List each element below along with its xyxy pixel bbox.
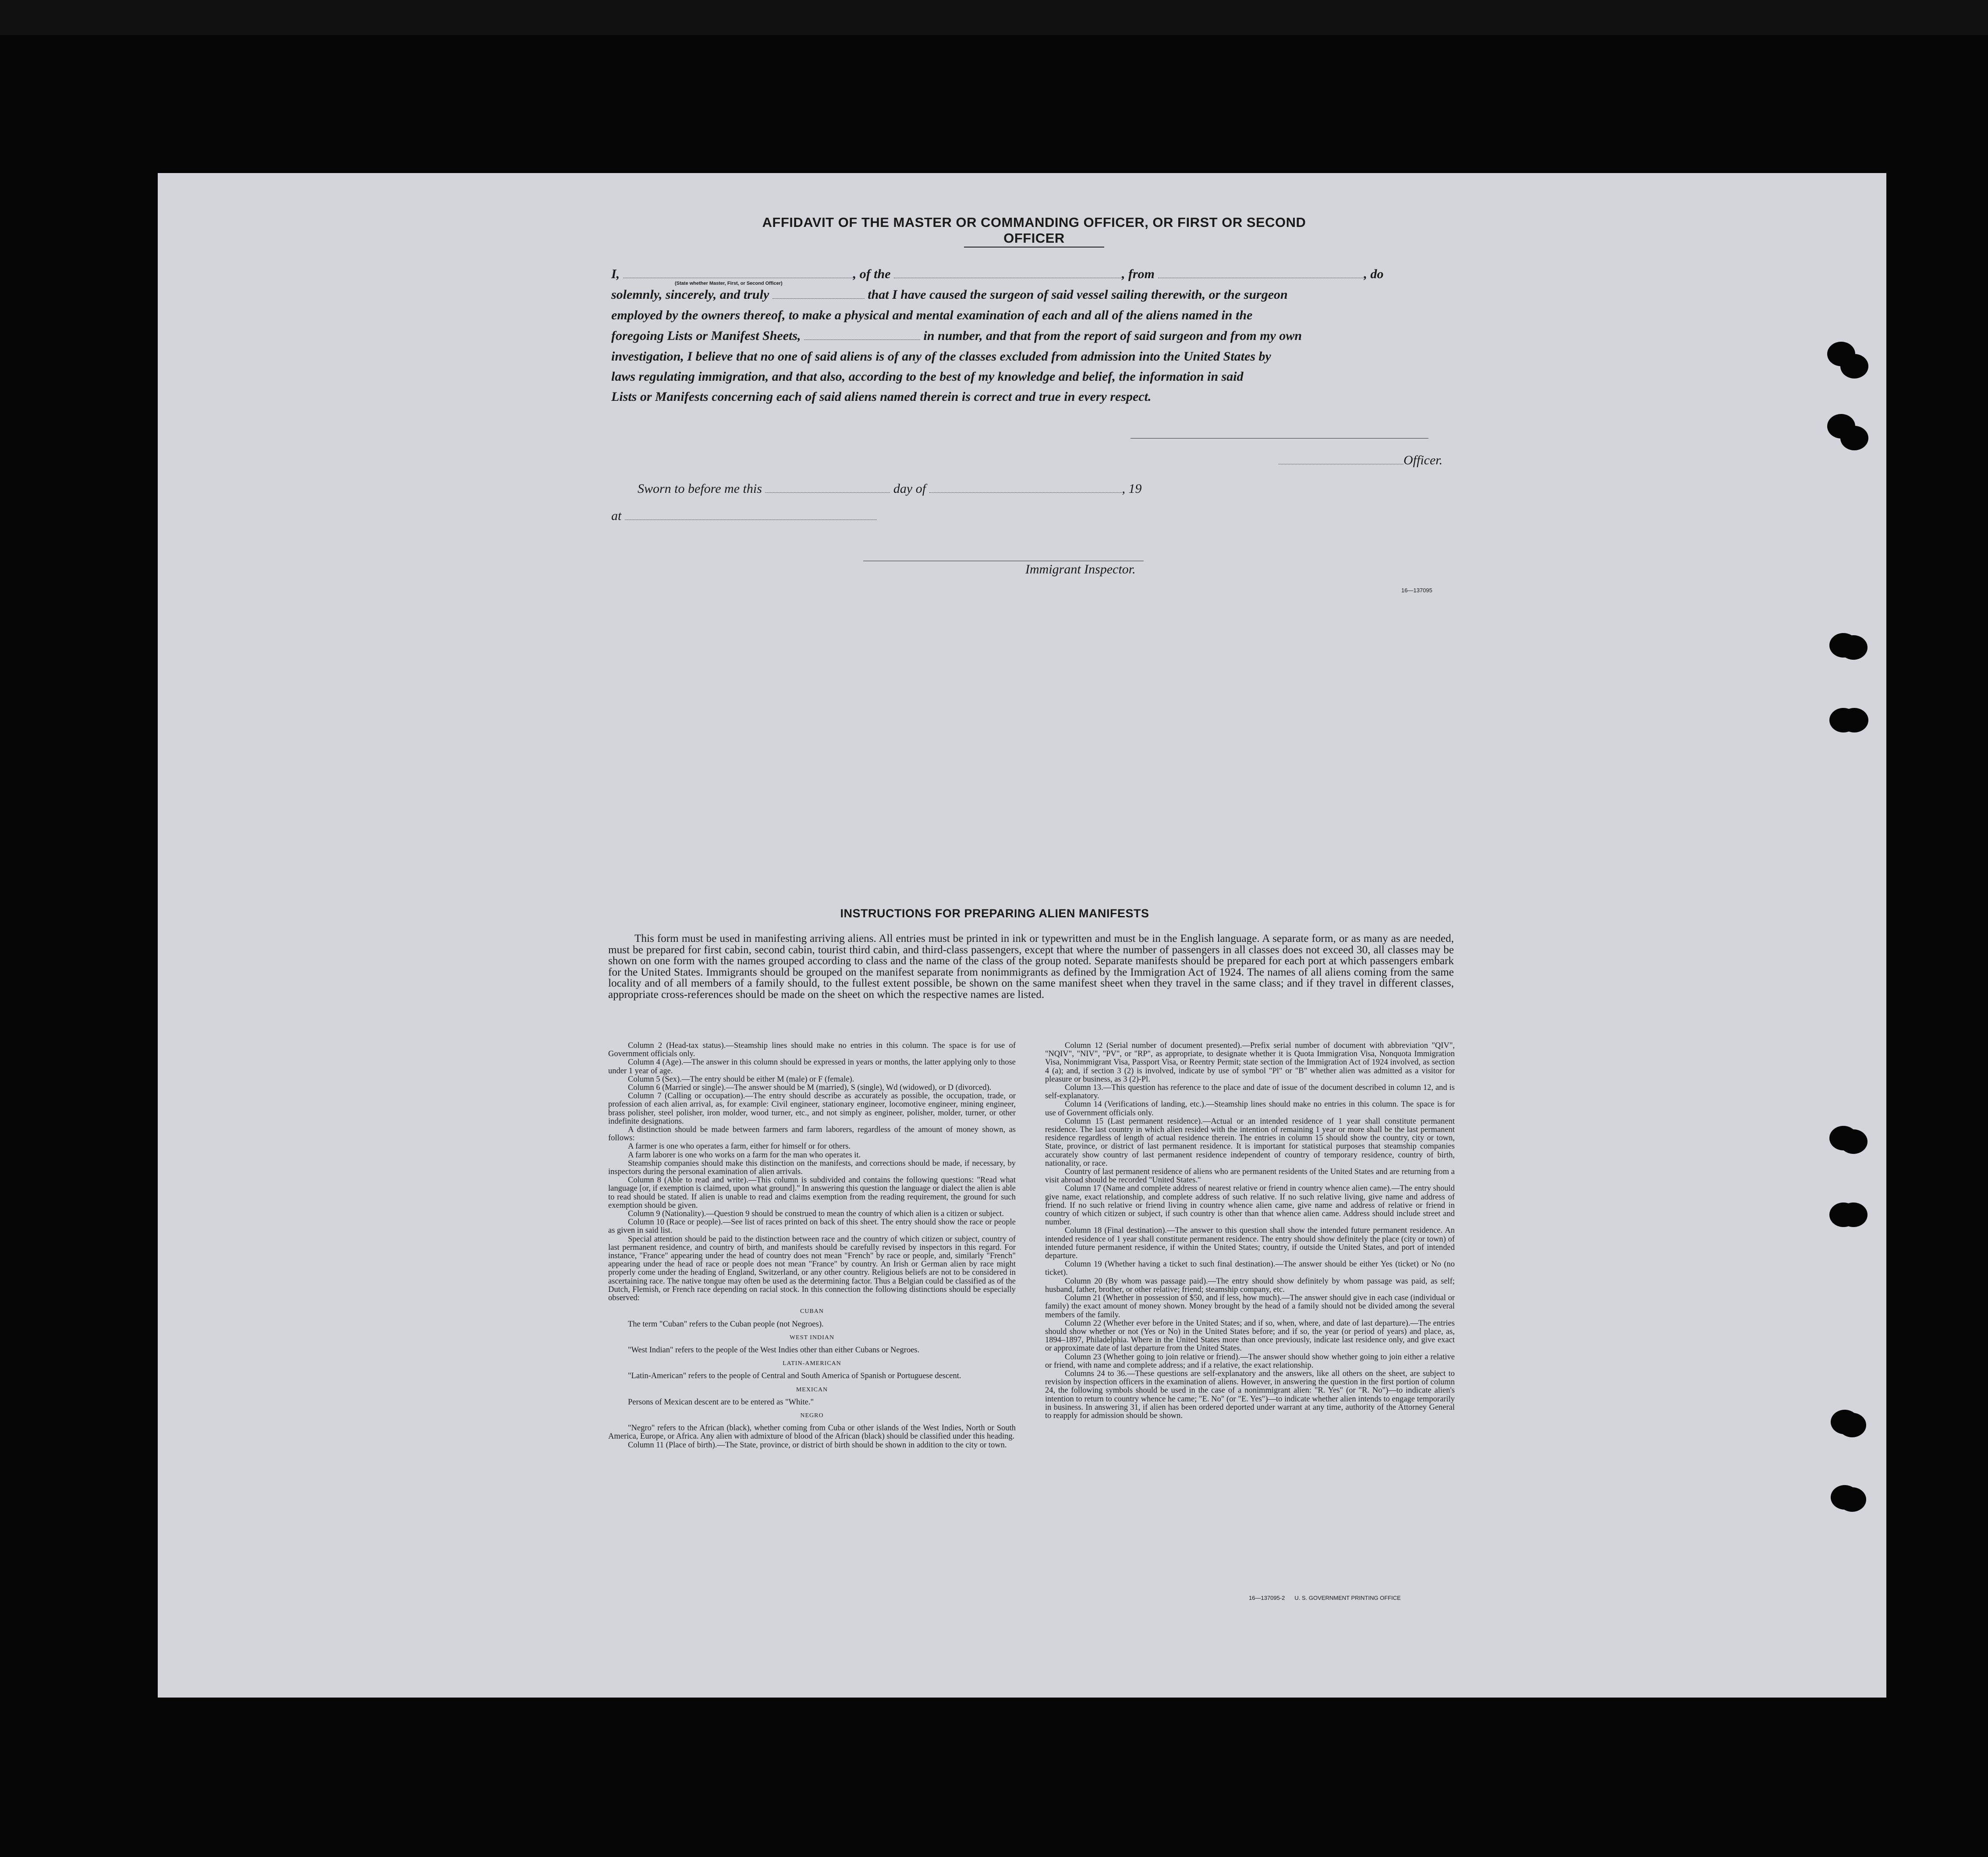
mexican-heading: MEXICAN: [796, 1386, 828, 1393]
text-foregoing: foregoing Lists or Manifest Sheets,: [611, 329, 801, 343]
instruction-paragraph: Column 17 (Name and complete address of nearest relative or friend in country whence alien came).—The entry should give name, exact relationship, and complete address of such relative. If no such relative living, give name and address of friend. If no such relative or friend living in country whence alien came, give name and address of relative or friend in country of which citizen or subject, if such country is other than that whence alien came. Address should include street and number.: [1045, 1184, 1455, 1227]
instruction-paragraph: Column 9 (Nationality).—Question 9 should be construed to mean the country of which alien is a citizen or subject.: [628, 1210, 1004, 1219]
officer-label: Officer.: [1403, 453, 1443, 467]
instruction-paragraph: A distinction should be made between farmers and farm laborers, regardless of the amount of money shown, as follows:: [608, 1125, 1016, 1143]
instruction-paragraph: Steamship companies should make this distinction on the manifests, and corrections should be made, if necessary, by inspectors during the personal examination of alien arrivals.: [608, 1159, 1016, 1177]
form-number: 16—137095: [1401, 587, 1432, 594]
cuban-text: The term "Cuban" refers to the Cuban people (not Negroes).: [628, 1319, 824, 1329]
instruction-paragraph: Column 18 (Final destination).—The answer to this question shall show the intended future permanent residence. An intended residence of 1 year shall constitute permanent residence. The entry should show definitely the place (city or town) of intended future permanent residence, if within the United States; country, if outside the United States, and port of intended departure.: [1045, 1226, 1455, 1261]
officer-label-row: [1279, 453, 1442, 468]
instruction-paragraph: Column 10 (Race or people).—See list of races printed on back of this sheet. The entry should show the race or people as given in said list.: [608, 1218, 1016, 1235]
title-underline: [964, 247, 1104, 248]
text-do: , do: [1364, 267, 1384, 281]
text-of-the: , of the: [853, 267, 891, 281]
state-officer-note: (State whether Master, First, or Second Officer): [675, 281, 783, 286]
instruction-paragraph: Column 6 (Married or single).—The answer should be M (married), S (single), Wd (widowed), or D (divorced).: [628, 1083, 992, 1093]
printer-code: 16—137095-2: [1249, 1595, 1285, 1601]
instruction-paragraph: Column 22 (Whether ever before in the United States; and if so, when, where, and date of last departure).—The entries should show whether or not (Yes or No) in the United States before; and if so, the year (or period of years) and place, as, 1894–1897, Philadelphia. Where in the United States more than once previously, indicate last residence only, and give exact or approximate date of last departure from the United States.: [1045, 1319, 1455, 1353]
text-year: , 19: [1122, 481, 1142, 496]
text-in-number: in number, and that from the report of said surgeon and from my own: [923, 329, 1302, 343]
punch-hole: [1840, 426, 1868, 450]
officer-name-field[interactable]: [623, 266, 853, 278]
west-indian-heading: WEST INDIAN: [789, 1334, 835, 1341]
west-indian-text: "West Indian" refers to the people of the West Indies other than either Cubans or Negroes.: [628, 1345, 920, 1355]
instructions-left-column: [608, 1042, 1016, 1450]
punch-hole: [1840, 354, 1868, 378]
instructions-right-column: [1045, 1042, 1455, 1420]
punch-hole: [1839, 1203, 1868, 1227]
instruction-paragraph: A farmer is one who operates a farm, either for himself or for others.: [628, 1142, 851, 1151]
inspector-label: Immigrant Inspector.: [1025, 562, 1136, 577]
affidavit-line-7: Lists or Manifests concerning each of said aliens named therein is correct and true in every respect.: [611, 389, 1152, 404]
at-line: [611, 508, 877, 523]
instruction-paragraph: Column 14 (Verifications of landing, etc.).—Steamship lines should make no entries in this column. The space is for use of Government officials only.: [1045, 1100, 1455, 1118]
affidavit-title: AFFIDAVIT OF THE MASTER OR COMMANDING OFFICER, OR FIRST OR SECOND OFFICER: [762, 215, 1306, 246]
affidavit-line-4: [611, 327, 1302, 345]
affidavit-line-1: [611, 265, 1384, 283]
text-i: I,: [611, 267, 620, 281]
sworn-day-field[interactable]: [765, 481, 890, 493]
punch-hole: [1839, 1129, 1868, 1154]
instruction-paragraph: Column 21 (Whether in possession of $50, and if less, how much).—The answer should give in each case (individual or family) the exact amount of money shown. Money brought by the head of a family should not be divided among the several members of the family.: [1045, 1294, 1455, 1319]
port-from-field[interactable]: [1158, 266, 1364, 278]
affidavit-line-3: employed by the owners thereof, to make a physical and mental examination of each and all of the aliens named in the: [611, 308, 1253, 322]
column-11-text: Column 11 (Place of birth).—The State, province, or district of birth should be shown in addition to the city or town.: [628, 1440, 1007, 1450]
sworn-line: [638, 481, 1142, 496]
instruction-paragraph: Column 2 (Head-tax status).—Steamship lines should make no entries in this column. The space is for use of Government officials only.: [608, 1041, 1016, 1059]
instruction-paragraph: Column 8 (Able to read and write).—This column is subdivided and contains the following questions: "Read what language [or, if exemption is claimed, upon what ground]." In answering this question the language or dialect the alien is able to read should be stated. If alien is unable to read and claims exemption from the reading requirement, the ground for such exemption should be given.: [608, 1176, 1016, 1210]
latin-american-text: "Latin-American" refers to the people of Central and South America of Spanish or Portuguese descent.: [628, 1372, 961, 1381]
instructions-title: INSTRUCTIONS FOR PREPARING ALIEN MANIFESTS: [840, 907, 1149, 920]
instruction-paragraph: Column 19 (Whether having a ticket to such final destination).—The answer should be either Yes (ticket) or No (no ticket).: [1045, 1260, 1455, 1277]
punch-hole: [1838, 1413, 1866, 1437]
instruction-paragraph: Column 7 (Calling or occupation).—The entry should describe as accurately as possible, the occupation, trade, or profession of each alien arrival, as, for example: Civil engineer, stationary engineer, locomotive engineer, mining engineer, brass polisher, steel polisher, iron molder, wood turner, etc., and not simply as engineer, polisher, molder, turner, or other indefinite designations.: [608, 1092, 1016, 1126]
instruction-paragraph: Columns 24 to 36.—These questions are self-explanatory and the answers, like all others on the sheet, are subject to revision by inspection officers in the examination of aliens. However, in answering the question in the first portion of column 24, the following symbols should be used in the case of a nonimmigrant alien: "R. Yes" (or "R. No")—to indicate alien's intention to return to country whence he came; "E. No" (or "E. Yes")—to indicate whether alien intends to engage temporarily in business. In answering 31, if alien has been ordered deported under warrant at any time, authority of the Attorney General to reapply for admission should be shown.: [1045, 1369, 1455, 1420]
sworn-place-field[interactable]: [625, 508, 877, 520]
punch-hole: [1839, 635, 1868, 660]
instruction-paragraph: Special attention should be paid to the distinction between race and the country of which citizen or subject, country of last permanent residence, and country of birth, and manifests should be carefully revised by inspectors in this regard. For instance, "France" appearing under the head of country does not mean "French" by race or people, and, similarly "French" appearing under the head of race or people does not mean "France" by country. An Irish or German alien by race might properly come under the heading of England, Switzerland, or any other country. Religious beliefs are not to be considered in ascertaining race. The native tongue may often be used as the determining factor. Thus a Belgian could be classified as of the Dutch, Flemish, or French race depending on racial stock. In this connection the following distinctions should be especially observed:: [608, 1234, 1016, 1303]
latin-american-heading: LATIN-AMERICAN: [783, 1360, 841, 1367]
printer-name: U. S. GOVERNMENT PRINTING OFFICE: [1294, 1595, 1401, 1601]
text-at: at: [611, 509, 622, 523]
punch-hole: [1840, 708, 1868, 732]
instruction-paragraph: Country of last permanent residence of aliens who are permanent residents of the United States and are returning from a visit abroad should be recorded "United States.": [1045, 1167, 1455, 1185]
film-edge: [0, 0, 1988, 35]
instruction-paragraph: Column 23 (Whether going to join relative or friend).—The answer should show whether going to join either a relative or friend, with name and complete address; and if a relative, the exact relationship.: [1045, 1352, 1455, 1370]
instruction-paragraph: Column 5 (Sex).—The entry should be either M (male) or F (female).: [628, 1075, 854, 1084]
punch-hole: [1838, 1487, 1866, 1512]
affidavit-line-5: investigation, I believe that no one of said aliens is of any of the classes excluded from admission into the United States by: [611, 349, 1271, 364]
text-day-of: day of: [893, 481, 926, 496]
text-sworn: Sworn to before me this: [638, 481, 762, 496]
instruction-paragraph: Column 12 (Serial number of document presented).—Prefix serial number of document with abbreviation "QIV", "NQIV", "NIV", "PV", or "RP", as appropriate, to designate whether it is Quota Immigration Visa, Nonquota Immigration Visa, Nonimmigrant Visa, Passport Visa, or Reentry Permit; state section of the Immigration Act of 1924 involved, as section 4 (a); and, if section 3 (2) is involved, indicate by use of symbol "Pl" or "B" whether alien was admitted as a visitor for pleasure or business, as 3 (2)-Pl.: [1045, 1041, 1455, 1084]
officer-title-field[interactable]: [1279, 453, 1403, 464]
printer-imprint: [1249, 1595, 1410, 1601]
instruction-paragraph: Column 20 (By whom was passage paid).—The entry should show definitely by whom passage was paid, as self; husband, father, brother, or other relative; friend; steamship company, etc.: [1045, 1277, 1455, 1294]
sworn-month-field[interactable]: [929, 481, 1122, 493]
negro-heading: NEGRO: [800, 1412, 824, 1419]
text-from: , from: [1122, 267, 1155, 281]
text-solemnly: solemnly, sincerely, and truly: [611, 287, 769, 302]
instruction-paragraph: Column 13.—This question has reference to the place and date of issue of the document described in column 12, and is self-explanatory.: [1045, 1083, 1455, 1101]
instruction-paragraph: Column 15 (Last permanent residence).—Actual or an intended residence of 1 year shall constitute permanent residence. The last country in which alien resided with the intention of remaining 1 year or more shall be the last permanent residence regardless of length of actual residence therein. The entries in column 15 should show the country, city or town, State, province, or district of last permanent residence. It is important for statistical purposes that steamship companies accurately show country of last permanent residence independent of country of temporary residence, country of birth, nationality, or race.: [1045, 1117, 1455, 1168]
instruction-paragraph: Column 4 (Age).—The answer in this column should be expressed in years or months, the latter applying only to those under 1 year of age.: [608, 1058, 1016, 1075]
negro-text: "Negro" refers to the African (black), whether coming from Cuba or other islands of the West Indies, North or South America, Europe, or Africa. Any alien with admixture of blood of the African (black) should be classified under this heading.: [608, 1424, 1016, 1441]
mexican-text: Persons of Mexican descent are to be entered as "White.": [628, 1397, 814, 1407]
vessel-name-field[interactable]: [894, 266, 1122, 278]
sheet-count-field[interactable]: [804, 328, 920, 340]
affidavit-line-2: [611, 286, 1288, 304]
instruction-paragraph: A farm laborer is one who works on a farm for the man who operates it.: [628, 1150, 861, 1160]
officer-signature-line[interactable]: [1130, 438, 1428, 439]
cuban-heading: CUBAN: [800, 1308, 824, 1315]
instructions-intro: This form must be used in manifesting arriving aliens. All entries must be printed in ink or typewritten and must be in the English language. A separate form, or as many as are needed, must be prepared for first cabin, second cabin, tourist third cabin, and third-class passengers, except that where the number of passengers in all classes does not exceed 30, all classes may be shown on one form with the names grouped according to class and the name of the class of the group noted. Separate manifests should be prepared for each port at which passengers embark for the United States. Immigrants should be grouped on the manifest separate from nonimmigrants as defined by the Immigration Act of 1924. The names of all aliens coming from the same locality and of all members of a family should, to the fullest extent possible, be shown on the same manifest sheet when they travel in the same class; and if they travel in different classes, appropriate cross-references should be made on the sheet on which the respective names are listed.: [608, 933, 1454, 1001]
text-surgeon: that I have caused the surgeon of said vessel sailing therewith, or the surgeon: [868, 287, 1288, 302]
affidavit-line-6: laws regulating immigration, and that also, according to the best of my knowledge and belief, the information in said: [611, 369, 1244, 384]
swear-field[interactable]: [773, 287, 865, 299]
